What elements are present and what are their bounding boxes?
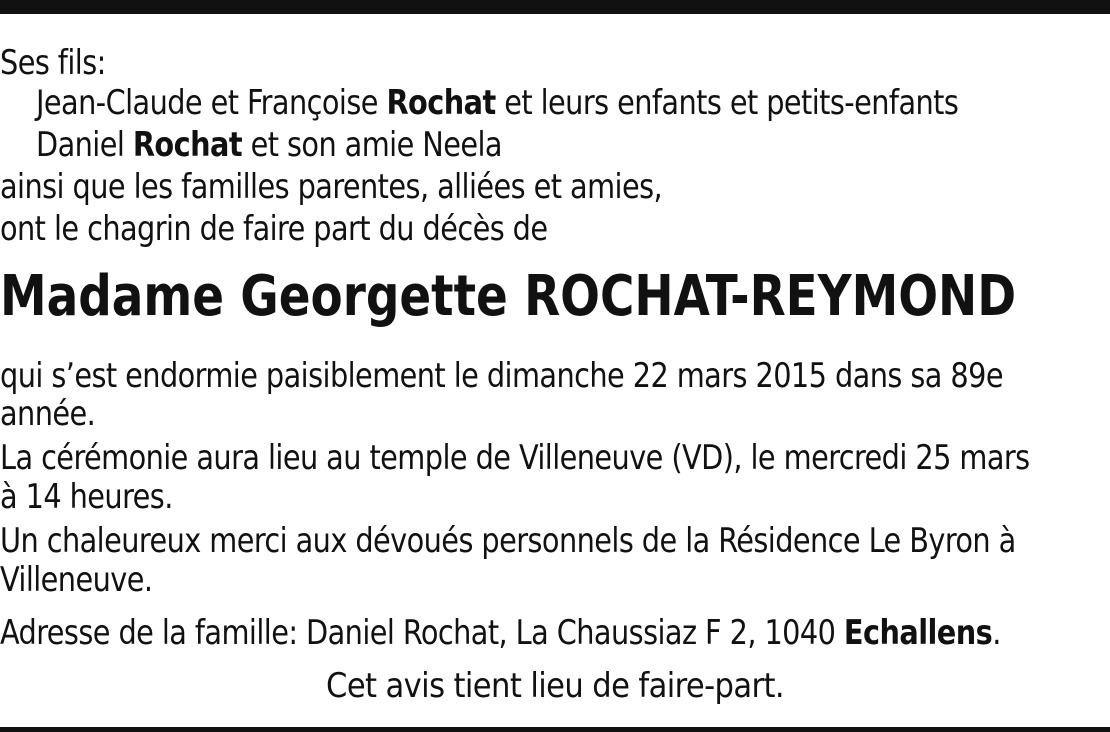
son-2-line	[36, 125, 502, 165]
thanks-line-1: Un chaleureux merci aux dévoués personnels de la Résidence Le Byron à	[0, 521, 1016, 561]
deceased-name: Madame Georgette ROCHAT-REYMOND	[0, 264, 1017, 329]
passing-line-2: année.	[0, 394, 96, 434]
address-prefix: Adresse de la famille: Daniel Rochat, La Chaussiaz F 2, 1040	[0, 613, 844, 653]
son-2-suffix: et son amie Neela	[242, 125, 502, 165]
sons-label: Ses fils:	[0, 43, 106, 83]
ceremony-line-2: à 14 heures.	[0, 477, 173, 517]
son-1-line	[36, 83, 958, 123]
families-line: ainsi que les familles parentes, alliées et amies,	[0, 167, 663, 207]
thanks-line-2: Villeneuve.	[0, 560, 153, 600]
address-town: Echallens	[843, 613, 993, 653]
address-suffix: .	[992, 613, 1001, 653]
son-1-surname: Rochat	[386, 83, 496, 123]
son-1-suffix: et leurs enfants et petits-enfants	[495, 83, 959, 123]
ceremony-line-1: La cérémonie aura lieu au temple de Villeneuve (VD), le mercredi 25 mars	[0, 438, 1030, 478]
son-1-prefix: Jean-Claude et Françoise	[36, 83, 387, 123]
son-2-prefix: Daniel	[36, 125, 133, 165]
passing-line-1: qui s’est endormie paisiblement le dimanche 22 mars 2015 dans sa 89e	[0, 356, 1003, 396]
bottom-border-rule	[0, 727, 1110, 732]
footer-note: Cet avis tient lieu de faire-part.	[326, 666, 784, 706]
announcement-line: ont le chagrin de faire part du décès de	[0, 209, 548, 249]
top-border-rule	[0, 0, 1110, 14]
family-address	[0, 613, 1001, 653]
son-2-surname: Rochat	[132, 125, 243, 165]
